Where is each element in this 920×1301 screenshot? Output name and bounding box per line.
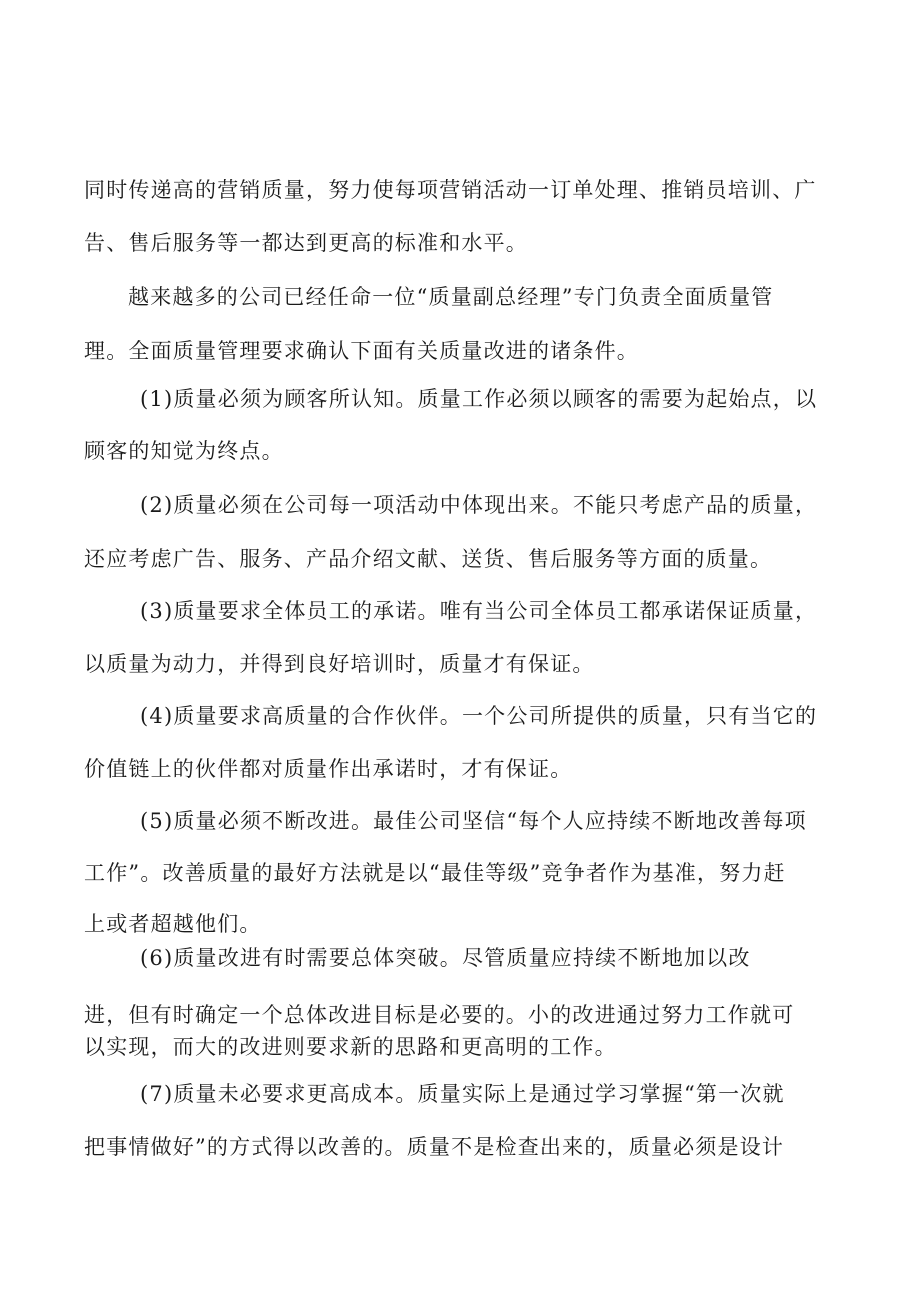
paragraph-first-line: 越来越多的公司已经任命一位“质量副总经理”专门负责全面质量管 (128, 285, 774, 309)
body-text-line: 还应考虑广告、服务、产品介绍文献、送货、售后服务等方面的质量。 (84, 547, 773, 571)
list-item-3: (3)质量要求全体员工的承诺。唯有当公司全体员工都承诺保证质量， (140, 599, 818, 623)
body-text-line: 进，但有时确定一个总体改进目标是必要的。小的改进通过努力工作就可 (84, 1003, 795, 1027)
body-text-line: 顾客的知觉为终点。 (84, 439, 284, 463)
list-item-7: (7)质量未必要求更高成本。质量实际上是通过学习掌握“第一次就 (140, 1082, 785, 1106)
list-item-2: (2)质量必须在公司每一项活动中体现出来。不能只考虑产品的质量， (140, 493, 818, 517)
body-text-line: 告、售后服务等一都达到更高的标准和水平。 (84, 231, 528, 255)
list-item-1: (1)质量必须为顾客所认知。质量工作必须以顾客的需要为起始点，以 (140, 387, 818, 411)
list-item-5: (5)质量必须不断改进。最佳公司坚信“每个人应持续不断地改善每项 (140, 809, 807, 833)
body-text-line: 把事情做好”的方式得以改善的。质量不是检查出来的，质量必须是设计 (84, 1135, 785, 1159)
body-text-line: 上或者超越他们。 (84, 912, 262, 936)
body-text-line: 同时传递高的营销质量，努力使每项营销活动一订单处理、推销员培训、广 (84, 178, 817, 202)
list-item-4: (4)质量要求高质量的合作伙伴。一个公司所提供的质量，只有当它的 (140, 704, 818, 728)
body-text-line: 以实现，而大的改进则要求新的思路和更高明的工作。 (84, 1035, 617, 1059)
body-text-line: 理。全面质量管理要求确认下面有关质量改进的诸条件。 (84, 339, 639, 363)
body-text-line: 价值链上的伙伴都对质量作出承诺时，才有保证。 (84, 757, 573, 781)
list-item-6: (6)质量改进有时需要总体突破。尽管质量应持续不断地加以改 (140, 946, 751, 970)
body-text-line: 工作”。改善质量的最好方法就是以“最佳等级”竞争者作为基准，努力赶 (84, 861, 786, 885)
body-text-line: 以质量为动力，并得到良好培训时，质量才有保证。 (84, 652, 595, 676)
